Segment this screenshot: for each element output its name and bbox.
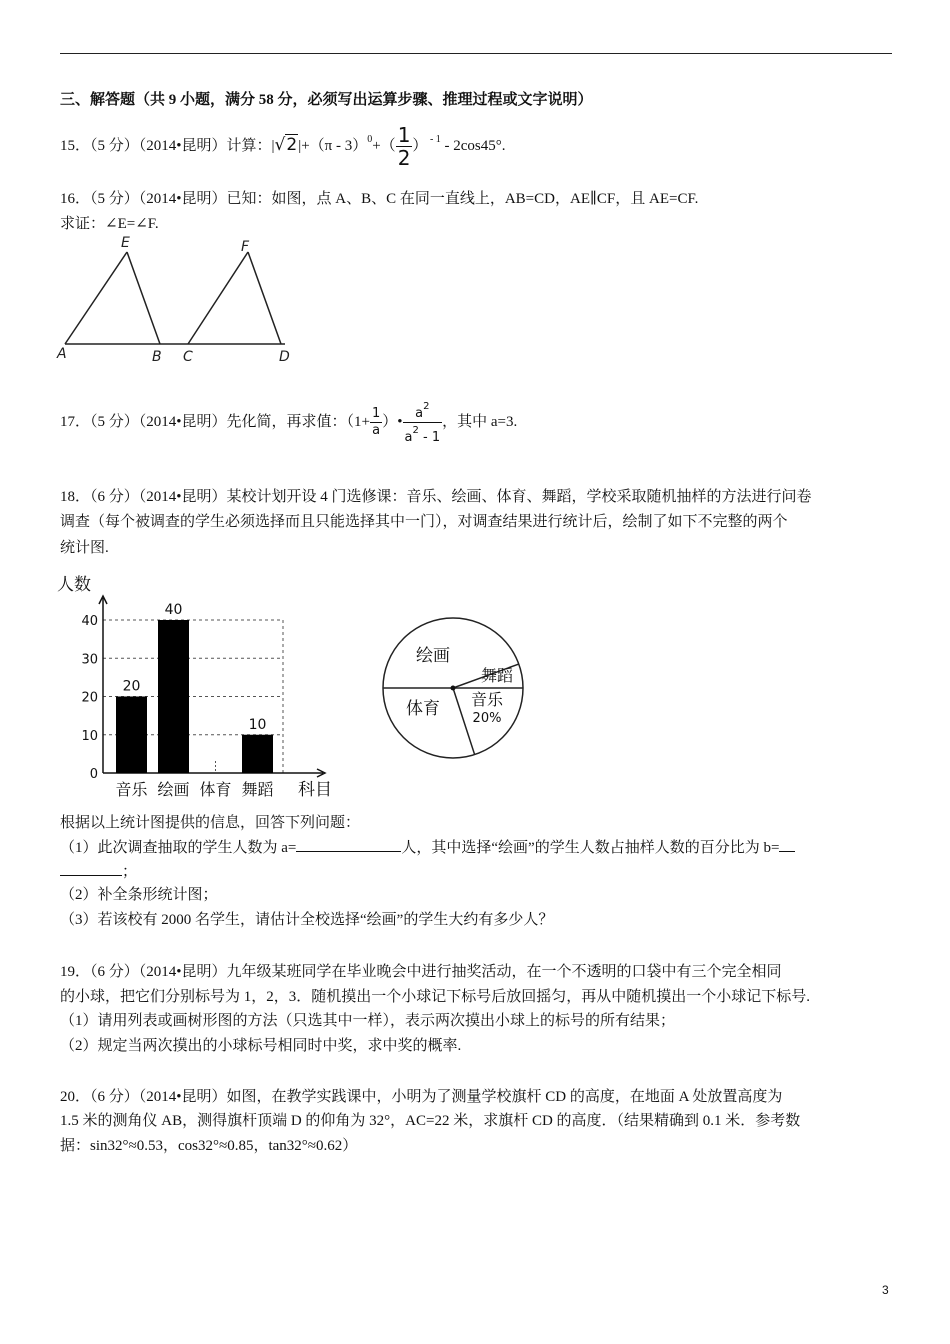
q17-fraction-1: $\frac{1}{a}$ [371, 406, 381, 439]
page-number: 3 [882, 1283, 889, 1297]
q15-fraction: $\frac{1}{2}$ [397, 123, 411, 171]
q20-line-1: 20．（6 分）（2014•昆明）如图，在教学实践课中，小明为了测量学校旗杆 CD 的高度，在地面 A 处放置高度为 [60, 1089, 783, 1105]
q18-sub-1-cont: ； [60, 861, 137, 882]
q17-fraction-2: $\frac{a^2}{a^2 - 1}$ [404, 401, 441, 446]
bar [158, 620, 189, 773]
bar [242, 735, 273, 773]
q15-exp-neg1: - 1 [427, 134, 441, 145]
label-a: A [57, 346, 67, 362]
label-b: B [152, 349, 162, 364]
y-tick-label: 10 [81, 728, 98, 744]
q17-text-3: ，其中 a=3. [442, 414, 518, 430]
pie-slice-label: 舞蹈 [480, 666, 514, 685]
segment-ae [65, 252, 127, 344]
pie-center [451, 686, 456, 691]
bar-value-label: 20 [122, 678, 141, 695]
q20-line-3: 据：sin32°≈0.53，cos32°≈0.85，tan32°≈0.62） [60, 1138, 358, 1154]
pie-chart [375, 610, 535, 770]
section-header: 三、解答题（共 9 小题，满分 58 分，必须写出运算步骤、推理过程或文字说明） [60, 92, 593, 108]
q15-text-4: ） [412, 138, 428, 154]
bar-chart-xlabel: 科目 [298, 780, 332, 800]
q19-line-4: （2）规定当两次摸出的小球标号相同时中奖，求中奖的概率. [60, 1038, 462, 1054]
y-tick-label: 30 [81, 652, 98, 668]
bar-chart-ylabel: 人数 [57, 575, 91, 595]
pie-slice-label: 绘画 [416, 646, 450, 666]
q18-sub-2: （2）补全条形统计图； [60, 887, 218, 903]
x-tick-label: 体育 [199, 780, 232, 799]
q19-line-3: （1）请用列表或画树形图的方法（只选其中一样），表示两次摸出小球上的标号的所有结果； [60, 1013, 676, 1029]
q15-text-3: +（ [372, 138, 396, 154]
pie-slice-label: 体育 [406, 699, 440, 719]
q18-line-2: 调查（每个被调查的学生必须选择而且只能选择其中一门），对调查结果进行统计后，绘制了如下不完整的两个 [60, 514, 788, 530]
x-tick-label: 绘画 [157, 780, 190, 799]
answer-blank-b[interactable] [60, 861, 122, 876]
segment-cf [188, 252, 248, 344]
segment-eb [127, 252, 160, 344]
answer-blank-a[interactable] [296, 837, 401, 852]
q18-sub-3: （3）若该校有 2000 名学生，请估计全校选择“绘画”的学生大约有多少人？ [60, 912, 554, 928]
question-15 [60, 121, 506, 169]
x-tick-label: 音乐 [115, 780, 148, 799]
pie-slice-percent: 20% [472, 711, 502, 726]
q16-line-1: 16．（5 分）（2014•昆明）已知：如图，点 A、B、C 在同一直线上，AB=CD，AE∥CF，且 AE=CF. [60, 191, 699, 207]
q15-text-5: - 2cos45°. [440, 138, 506, 154]
q20-line-2: 1.5 米的测角仪 AB，测得旗杆顶端 D 的仰角为 32°，AC=22 米，求旗杆 CD 的高度．（结果精确到 0.1 米．参考数 [60, 1113, 801, 1129]
q19-line-1: 19．（6 分）（2014•昆明）九年级某班同学在毕业晚会中进行抽奖活动，在一个不透明的口袋中有三个完全相同 [60, 964, 782, 980]
y-tick-label: 0 [89, 767, 98, 782]
label-f: F [241, 239, 250, 255]
q18-line-3: 统计图. [60, 540, 109, 556]
x-tick-label: 舞蹈 [241, 780, 274, 799]
q17-text-2: ）• [382, 414, 403, 430]
label-e: E [121, 235, 130, 251]
q15-exp-0: 0 [367, 134, 373, 145]
q18-sub-1: （1）此次调查抽取的学生人数为 a= 人，其中选择“绘画”的学生人数占抽样人数的百分比为 b= [60, 837, 795, 858]
bar-chart [55, 570, 345, 805]
pie-slice-label: 音乐 [470, 690, 504, 709]
top-rule [60, 53, 892, 54]
answer-blank-b-start[interactable] [779, 837, 795, 852]
q15-text-2: |+（π - 3） [298, 138, 368, 154]
bar-value-label: 40 [164, 602, 183, 618]
label-c: C [183, 349, 193, 364]
question-17 [60, 398, 517, 446]
q18-line-1: 18．（6 分）（2014•昆明）某校计划开设 4 门选修课：音乐、绘画、体育、舞蹈，学校采取随机抽样的方法进行问卷 [60, 489, 812, 505]
q18-after-chart: 根据以上统计图提供的信息，回答下列问题： [60, 815, 361, 831]
y-tick-label: 40 [81, 614, 98, 629]
label-d: D [279, 349, 290, 364]
sqrt-2: √2 [274, 135, 298, 155]
q19-line-2: 的小球，把它们分别标号为 1，2，3．随机摸出一个小球记下标号后放回摇匀，再从中随机摸出一个小球记下标号. [60, 989, 811, 1005]
y-tick-label: 20 [81, 690, 98, 706]
q16-figure [55, 234, 305, 364]
segment-fd [248, 252, 281, 344]
bar-value-label: 10 [248, 716, 267, 733]
q17-text-1: 17．（5 分）（2014•昆明）先化简，再求值：（1+ [60, 414, 370, 430]
bar [116, 697, 147, 774]
q15-text-1: 15．（5 分）（2014•昆明）计算：| [60, 138, 275, 154]
q16-line-2: 求证：∠E=∠F. [60, 216, 159, 232]
